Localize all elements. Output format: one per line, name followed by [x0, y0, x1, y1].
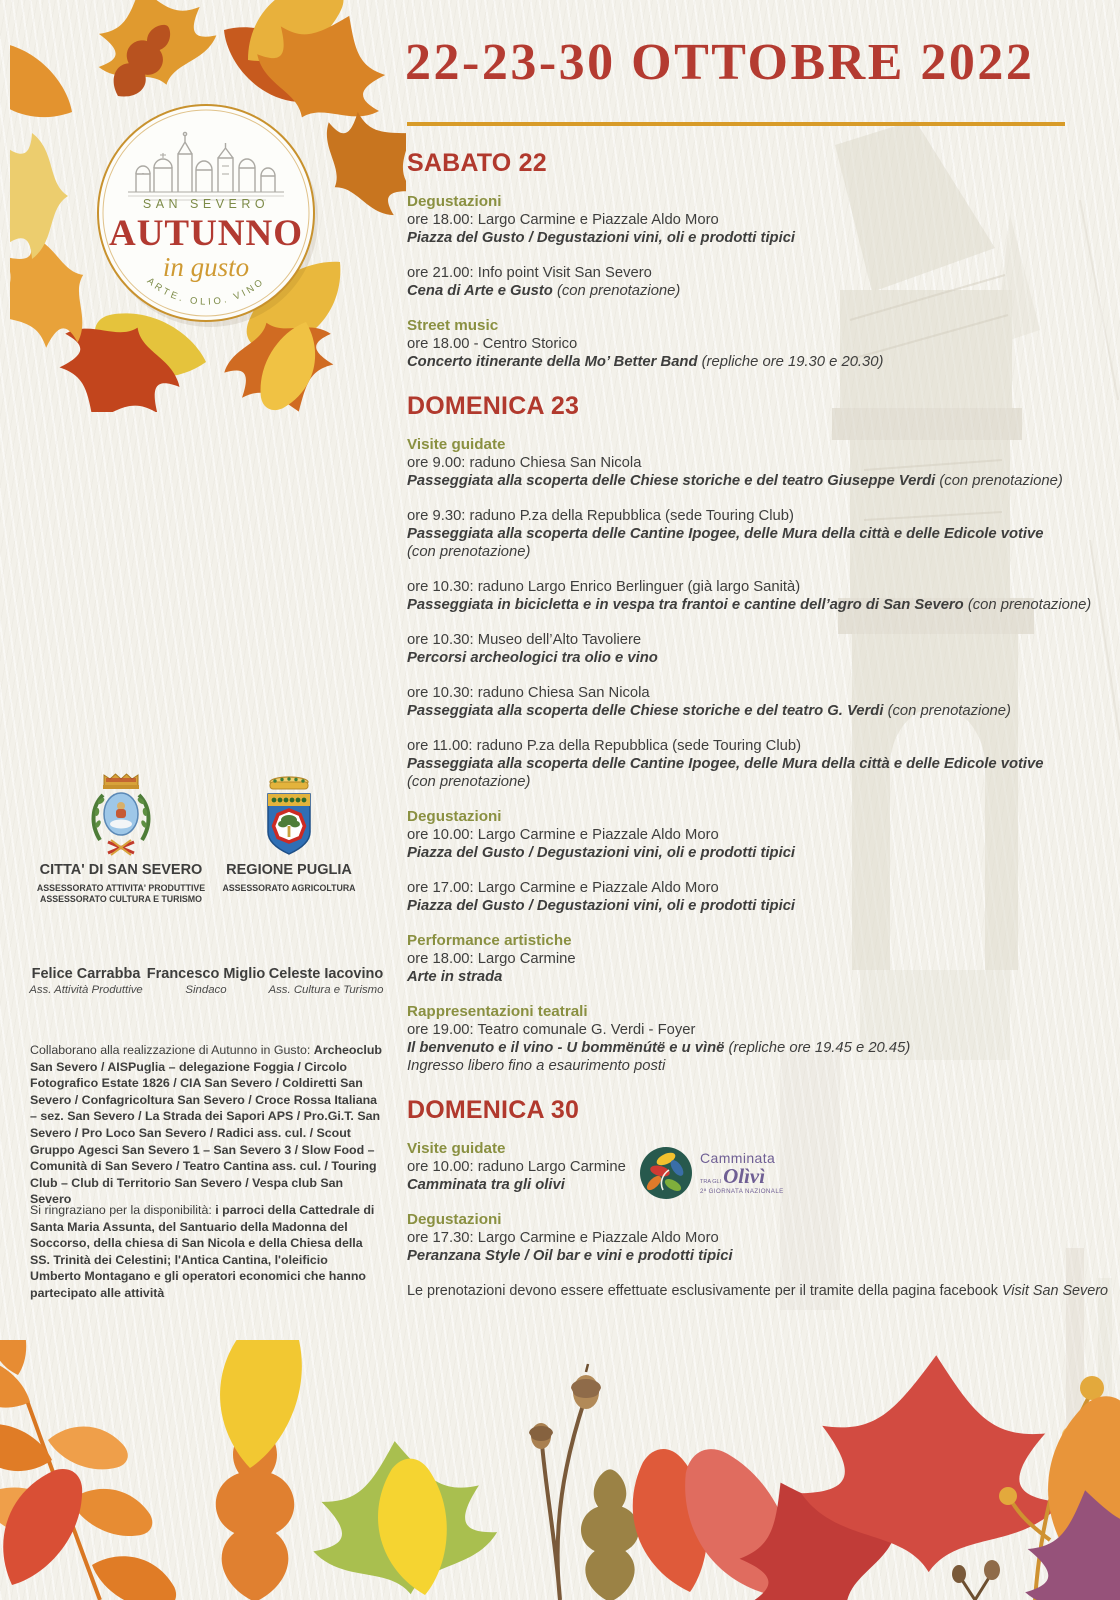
category-label: Street music — [407, 317, 499, 334]
camminata-line1: Camminata — [700, 1149, 776, 1166]
city-subtitle-1: ASSESSORATO ATTIVITA' PRODUTTIVE — [36, 883, 206, 893]
event-desc: Passeggiata alla scoperta delle Chiese storiche e del teatro G. Verdi (con prenotazione) — [407, 703, 1011, 719]
event-desc: Percorsi archeologici tra olio e vino — [407, 650, 658, 666]
event — [407, 1021, 1097, 1075]
event-time: ore 10.30: raduno Largo Enrico Berlinguer (già largo Sanità) — [407, 579, 801, 595]
event-group — [407, 1211, 1097, 1265]
camminata-olivi-logo — [639, 1146, 784, 1200]
event-time: ore 17.30: Largo Carmine e Piazzale Aldo Moro — [407, 1230, 719, 1246]
booking-note: Le prenotazioni devono essere effettuate esclusivamente per il tramite della pagina facebook Visit San Severo — [407, 1283, 1109, 1299]
event-desc: Piazza del Gusto / Degustazioni vini, oli e prodotti tipici — [407, 898, 796, 914]
region-caption — [214, 862, 364, 894]
city-title: CITTA' DI SAN SEVERO — [39, 862, 203, 878]
event — [407, 335, 1097, 371]
event — [407, 684, 1097, 720]
event-desc: Arte in strada — [407, 969, 503, 985]
event-note: (con prenotazione) — [407, 544, 531, 560]
event-time: ore 11.00: raduno P.za della Repubblica (sede Touring Club) — [407, 738, 802, 754]
event-time: ore 9.00: raduno Chiesa San Nicola — [407, 455, 642, 471]
event — [407, 1229, 1097, 1265]
event-desc: Peranzana Style / Oil bar e vini e prodotti tipici — [407, 1248, 733, 1264]
gold-divider — [407, 122, 1065, 126]
day-title: SABATO 22 — [407, 149, 547, 177]
event-time: ore 10.30: Museo dell’Alto Tavoliere — [407, 632, 642, 648]
regione-puglia-crest-icon — [260, 770, 318, 858]
event-group — [407, 193, 1097, 300]
category-label: Degustazioni — [407, 1211, 502, 1228]
event — [407, 264, 1097, 300]
official-name: Francesco Miglio — [146, 966, 266, 982]
category-label: Visite guidate — [407, 436, 506, 453]
dates-title: 22-23-30 OTTOBRE 2022 — [405, 34, 1035, 91]
yellow-leaf — [204, 1340, 314, 1475]
event-desc: Passeggiata alla scoperta delle Chiese storiche e del teatro Giuseppe Verdi (con prenotazione) — [407, 473, 1063, 489]
event-extra: Ingresso libero fino a esaurimento posti — [407, 1058, 666, 1074]
official-role: Sindaco — [185, 984, 227, 996]
event — [407, 1149, 1097, 1195]
logo-tagline: ARTE. OLIO. VINO — [144, 275, 268, 308]
category-label: Rappresentazioni teatrali — [407, 1003, 588, 1020]
event-group — [407, 808, 1097, 915]
event-desc: Passeggiata in bicicletta e in vespa tra frantoi e cantine dell’agro di San Severo (con prenotazione) — [407, 597, 1092, 613]
event-desc: Camminata tra gli olivi — [407, 1177, 565, 1193]
collaborators-paragraph: Collaborano alla realizzazione di Autunno in Gusto: Archeoclub San Severo / AISPuglia – delegazione Foggia / Circolo Fotografico Estate 1826 / CIA San Severo / Coldiretti San Severo / Confagricoltura San Severo / Croce Rossa Italiana – sez. San Severo / La Strada dei Sapori APS / Pro.Gi.T. San Severo / Pro Loco San Severo / Radici ass. cul. / Scout Gruppo Agesci San Severo 1 – San Severo 3 / Slow Food – Comunità di San Severo / Teatro Cantina ass. cul. / Touring Club – Club di Territorio San Severo / Vespa club San Severo — [30, 1043, 382, 1207]
region-subtitle: ASSESSORATO AGRICOLTURA — [222, 883, 356, 893]
event-time: ore 10.00: Largo Carmine e Piazzale Aldo Moro — [407, 827, 719, 843]
category-label: Degustazioni — [407, 193, 502, 210]
official-name: Felice Carrabba — [31, 966, 141, 982]
event — [407, 211, 1097, 247]
event-desc: Passeggiata alla scoperta delle Cantine Ipogee, delle Mura della città e delle Edicole votive — [407, 526, 1044, 542]
logo-place: SAN SEVERO — [142, 197, 270, 211]
festival-logo — [10, 0, 406, 412]
official-name: Celeste Iacovino — [268, 966, 384, 982]
category-label: Degustazioni — [407, 808, 502, 825]
official — [146, 966, 266, 997]
category-label: Performance artistiche — [407, 932, 572, 949]
logo-subtitle: in gusto — [162, 252, 250, 282]
official — [26, 966, 146, 997]
event-desc: Piazza del Gusto / Degustazioni vini, oli e prodotti tipici — [407, 845, 796, 861]
day-section-sabato-22 — [407, 150, 1097, 371]
event-time: ore 21.00: Info point Visit San Severo — [407, 265, 652, 281]
event — [407, 454, 1097, 490]
logo-title: AUTUNNO — [108, 213, 304, 254]
event-time: ore 17.00: Largo Carmine e Piazzale Aldo Moro — [407, 880, 719, 896]
event — [407, 737, 1097, 791]
brown-oak-leaf — [581, 1469, 639, 1600]
event-time: ore 18.00 - Centro Storico — [407, 336, 578, 352]
event-desc: Cena di Arte e Gusto (con prenotazione) — [407, 283, 681, 299]
event — [407, 826, 1097, 862]
day-section-domenica-30 — [407, 1097, 1097, 1265]
camminata-pre: TRA GLI — [700, 1178, 722, 1185]
event-group — [407, 1140, 1097, 1194]
schedule-column — [407, 149, 1109, 1300]
camminata-line2: Olìvì — [723, 1163, 766, 1188]
event-time: ore 19.00: Teatro comunale G. Verdi - Foyer — [407, 1022, 696, 1038]
event-group — [407, 436, 1097, 791]
autumn-leaves-footer-icon — [0, 1340, 1120, 1600]
event-time: ore 18.00: Largo Carmine e Piazzale Aldo Moro — [407, 212, 719, 228]
day-title: DOMENICA 30 — [407, 1096, 580, 1124]
camminata-leaves-icon — [639, 1146, 693, 1200]
event-time: ore 10.30: raduno Chiesa San Nicola — [407, 685, 650, 701]
event-time: ore 18.00: Largo Carmine — [407, 951, 576, 967]
officials-row — [26, 966, 386, 997]
event — [407, 507, 1097, 561]
official — [266, 966, 386, 997]
san-severo-crest-icon — [86, 768, 156, 860]
event-desc: Il benvenuto e il vino - U bommënútë e u vìnë (repliche ore 19.45 e 20.45) — [407, 1040, 911, 1056]
event-group — [407, 1003, 1097, 1075]
official-role: Ass. Cultura e Turismo — [268, 984, 384, 996]
event — [407, 578, 1097, 614]
event-note: (con prenotazione) — [407, 774, 531, 790]
official-role: Ass. Attività Produttive — [29, 984, 143, 996]
event-desc: Concerto itinerante della Mo’ Better Band (repliche ore 19.30 e 20.30) — [407, 354, 884, 370]
camminata-line3: 2ª GIORNATA NAZIONALE — [700, 1187, 784, 1195]
region-title: REGIONE PUGLIA — [226, 862, 352, 878]
event-time: ore 9.30: raduno P.za della Repubblica (sede Touring Club) — [407, 508, 794, 524]
logo-medallion — [98, 105, 318, 327]
event — [407, 879, 1097, 915]
city-subtitle-2: ASSESSORATO CULTURA E TURISMO — [40, 894, 202, 904]
event — [407, 631, 1097, 667]
day-title: DOMENICA 23 — [407, 392, 580, 420]
event-time: ore 10.00: raduno Largo Carmine — [407, 1159, 626, 1175]
event-group — [407, 932, 1097, 986]
category-label: Visite guidate — [407, 1140, 506, 1157]
event — [407, 950, 1097, 986]
small-acorns — [952, 1560, 1000, 1600]
event-desc: Passeggiata alla scoperta delle Cantine Ipogee, delle Mura della città e delle Edicole votive — [407, 756, 1044, 772]
day-section-domenica-23 — [407, 393, 1097, 1075]
red-leaf — [0, 1455, 99, 1598]
event-desc: Piazza del Gusto / Degustazioni vini, oli e prodotti tipici — [407, 230, 796, 246]
thanks-paragraph: Si ringraziano per la disponibilità: i parroci della Cattedrale di Santa Maria Assunta, del Santuario della Madonna del Soccorso, della chiesa di San Nicola e della Chiesa della SS. Trinità dei Celestini; l'Antica Cantina, l'oleificio Umberto Montagano e gli operatori economici che hanno partecipato alle attività — [30, 1203, 375, 1300]
city-caption — [32, 862, 210, 905]
event-group — [407, 317, 1097, 371]
